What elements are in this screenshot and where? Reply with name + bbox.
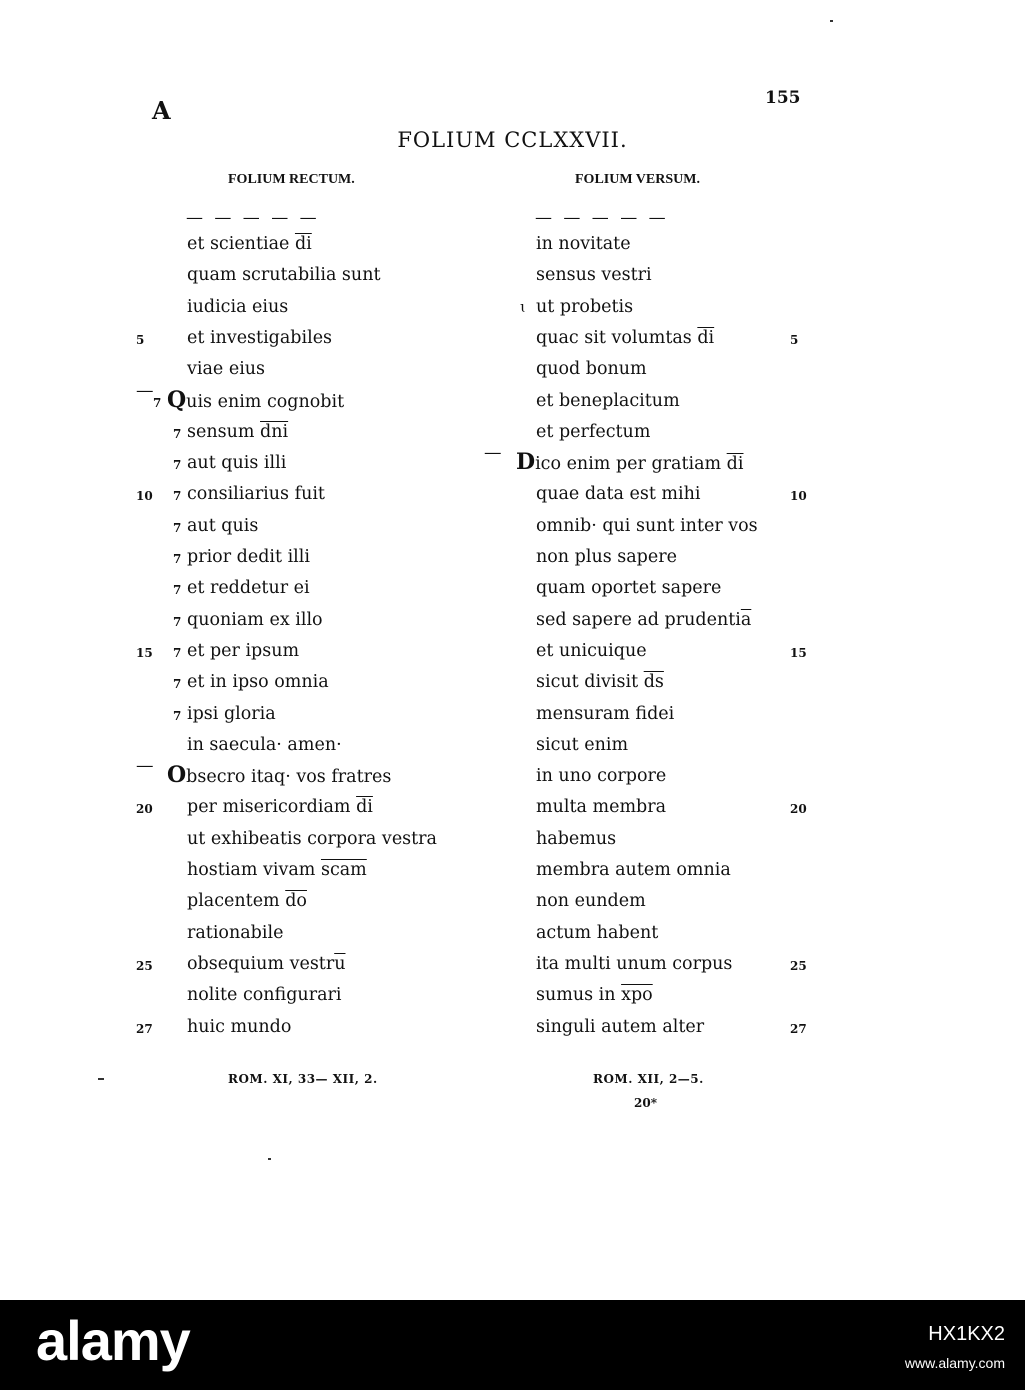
line-text: membra autem omnia [536,860,731,880]
line-text: omnib· qui sunt inter vos [536,515,758,536]
abbreviation-overline: $\overline{xpo}$ [621,985,653,1006]
line-number: 27 [790,1021,807,1036]
line-text: habemus [536,828,617,849]
manuscript-line [187,359,265,379]
manuscript-line [187,829,437,849]
manuscript-line [536,923,658,943]
verso-heading: FOLIUM VERSUM. [575,172,700,187]
line-number: 15 [136,645,153,660]
tironian-et-mark: 7 [173,614,182,629]
manuscript-line [187,453,286,473]
tironian-et-mark: 7 [153,395,162,410]
manuscript-line [536,516,758,536]
line-text: singuli autem alter [536,1016,705,1037]
line-text: et unicuique [536,640,647,661]
manuscript-line [536,766,666,786]
manuscript-line [187,860,367,880]
line-text: sumus in [536,985,622,1006]
manuscript-line [187,797,373,817]
line-text: et per ipsum [187,640,300,661]
line-text: quam scrutabilia sunt [187,265,381,286]
line-number: 5 [790,332,799,347]
manuscript-line [187,954,345,974]
line-number: 20 [136,802,153,817]
manuscript-line [167,762,391,788]
manuscript-line [187,985,341,1005]
manuscript-line [536,484,700,504]
line-text: mensuram fidei [536,703,675,724]
signature-mark: 20* [634,1096,657,1110]
manuscript-line [536,328,714,348]
line-text: et in ipso omnia [187,672,329,693]
manuscript-line [536,704,674,724]
manuscript-line [536,891,646,911]
line-text: non eundem [536,891,646,912]
line-number: 10 [136,489,153,504]
line-text: hostiam vivam [187,860,321,880]
line-number: 20 [790,802,807,817]
line-text: quod bonum [536,359,647,380]
abbreviation-overline: $\overline{di}$ [726,454,744,475]
manuscript-line [187,547,310,567]
manuscript-line [187,641,299,661]
tironian-et-mark: 7 [173,520,182,535]
line-text: quam oportet sapere [536,578,722,599]
manuscript-line [536,1017,704,1037]
line-text: sicut divisit [536,672,644,693]
manuscript-line [536,297,633,317]
manuscript-line [536,641,647,661]
watermark-brand: alamy [36,1309,190,1372]
margin-mark: — [136,756,154,777]
manuscript-line [187,422,288,442]
manuscript-line [187,1017,291,1037]
line-text: sensus vestri [536,265,652,286]
manuscript-line [167,387,344,413]
initial-capital: Q [167,386,187,413]
abbreviation-overline: $\overline{dni}$ [260,421,289,442]
line-text: prior dedit illi [187,547,310,567]
manuscript-line [536,954,732,974]
line-text: multa membra [536,797,667,818]
line-text: obsequium vestr [187,953,335,974]
line-text: quoniam ex illo [187,609,323,630]
abbreviation-overline: scam [320,860,367,880]
speck [830,20,833,22]
manuscript-line [536,735,628,755]
line-number: 25 [136,958,153,973]
line-text: iudicia eius [187,296,289,317]
manuscript-line [187,297,288,317]
tironian-et-mark: 7 [173,458,182,473]
manuscript-line [536,829,616,849]
tironian-et-mark: 7 [173,645,182,660]
tironian-et-mark: 7 [173,552,182,566]
manuscript-line [187,516,258,536]
abbreviation-overline: $\overline{di}$ [356,797,373,818]
manuscript-line [536,547,677,567]
line-text: uis enim cognobit [186,391,345,412]
speck [268,1158,271,1160]
gathering-letter: A [152,96,171,125]
manuscript-line [187,672,329,692]
speck [98,1078,104,1080]
line-text: ut probetis [536,296,634,317]
manuscript-line [536,610,751,630]
manuscript-line [187,578,310,598]
line-text: in novitate [536,234,631,254]
abbreviation-overline: $\overline{a}$ [740,609,752,630]
line-text: in saecula· amen· [187,734,342,755]
manuscript-line [187,484,325,504]
manuscript-line [536,391,680,411]
tironian-et-mark: 7 [173,426,182,441]
recto-heading: FOLIUM RECTUM. [228,172,355,187]
line-text: ita multi unum corpus [536,953,733,974]
line-number: 10 [790,489,807,504]
page-number: 155 [765,88,801,108]
watermark-image-code: HX1KX2 [928,1323,1005,1345]
line-text: ut exhibeatis corpora vestra [187,828,437,849]
manuscript-line [187,265,381,285]
initial-capital: D [516,449,536,476]
tironian-et-mark: 7 [173,708,182,723]
line-text: et perfectum [536,421,651,442]
line-text: sed sapere ad prudenti [536,609,741,630]
line-text: viae eius [187,359,266,380]
abbreviation-overline: $\overline{do}$ [285,891,307,912]
manuscript-line [536,860,731,880]
folio-title: FOLIUM CCLXXVII. [397,128,628,152]
line-text: per misericordiam [187,797,357,818]
line-text: huic mundo [187,1016,292,1037]
line-text: et reddetur ei [187,578,310,599]
manuscript-line [536,672,664,692]
verso-dashes: — — — — — [535,208,669,228]
manuscript-line [536,578,721,598]
initial-capital: O [167,762,187,789]
manuscript-line [187,735,342,755]
line-text: actum habent [536,922,659,943]
line-text: et beneplacitum [536,390,680,411]
line-text: sicut enim [536,734,629,755]
manuscript-line [536,359,647,379]
line-text: et investigabiles [187,327,333,348]
line-text: non plus sapere [536,547,677,567]
manuscript-line [187,234,312,254]
line-number: 27 [136,1021,153,1036]
line-number: 25 [790,958,807,973]
manuscript-line [187,610,323,630]
line-text: aut quis [187,515,259,536]
margin-mark: ɩ [520,297,526,316]
margin-mark: — [484,443,502,464]
line-text: in uno corpore [536,766,667,787]
recto-footer-reference: ROM. XI, 33— XII, 2. [228,1072,378,1086]
manuscript-line [187,704,276,724]
abbreviation-overline: $\overline{di}$ [294,234,312,254]
tironian-et-mark: 7 [173,583,182,598]
abbreviation-overline: $\overline{u}$ [334,953,346,974]
tironian-et-mark: 7 [173,677,182,692]
line-text: et scientiae [187,234,295,254]
manuscript-line [536,797,666,817]
line-number: 5 [136,332,145,347]
manuscript-line [187,923,283,943]
manuscript-line [536,234,631,254]
manuscript-line [187,328,332,348]
manuscript-line [536,985,653,1005]
line-text: quac sit volumtas [536,327,698,348]
watermark-url: www.alamy.com [904,1355,1005,1371]
line-text: consiliarius fuit [187,484,325,505]
line-text: ico enim per gratiam [535,454,727,475]
line-text: aut quis illi [187,453,287,474]
recto-dashes: — — — — — [186,208,320,228]
abbreviation-overline: $\overline{di}$ [697,327,715,348]
line-number: 15 [790,645,807,660]
verso-footer-reference: ROM. XII, 2—5. [593,1072,704,1086]
line-text: placentem [187,891,286,912]
manuscript-line [536,422,650,442]
margin-mark: — [136,380,154,401]
line-text: sensum [187,421,261,442]
line-text: quae data est mihi [536,484,701,505]
manuscript-line [516,449,743,475]
abbreviation-overline: $\overline{ds}$ [643,672,664,693]
line-text: ipsi gloria [187,703,276,724]
manuscript-line [187,891,307,911]
line-text: nolite configurari [187,985,342,1006]
line-text: rationabile [187,922,284,943]
tironian-et-mark: 7 [173,489,182,504]
line-text: bsecro itaq· vos fratres [186,767,392,788]
manuscript-line [536,265,652,285]
